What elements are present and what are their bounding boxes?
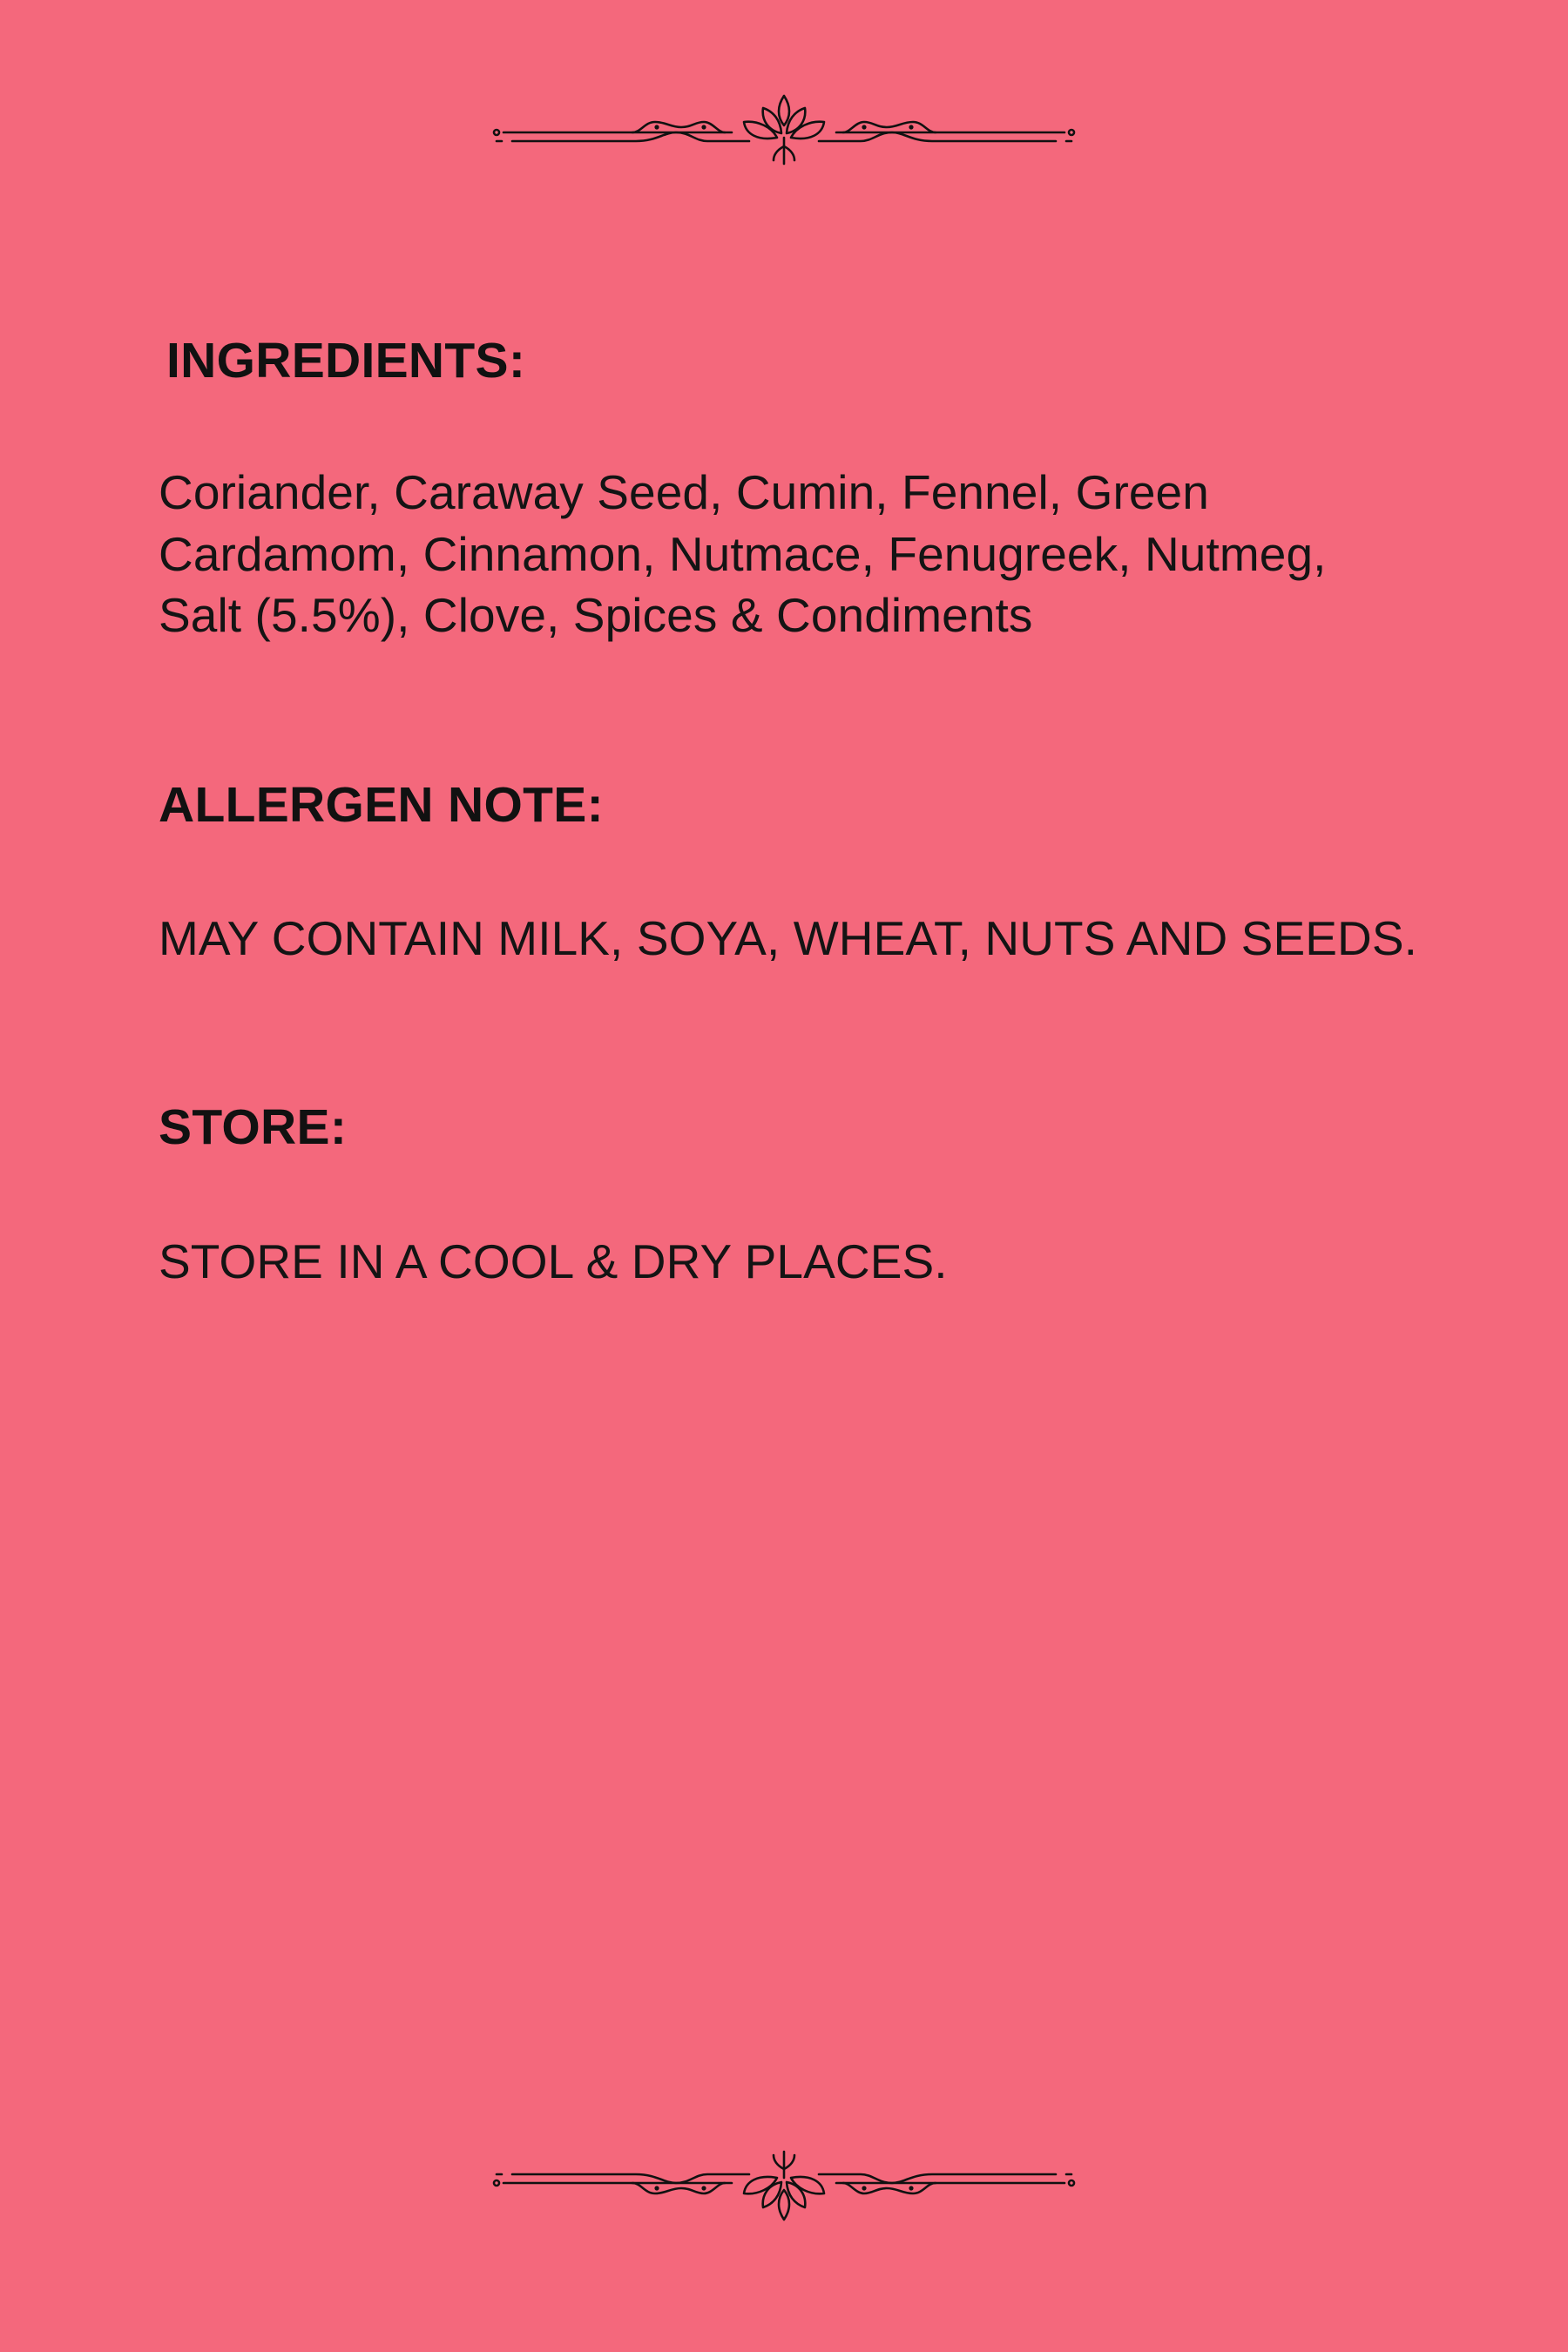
store-body: STORE IN A COOL & DRY PLACES. <box>159 1233 948 1288</box>
allergen-note-body: MAY CONTAIN MILK, SOYA, WHEAT, NUTS AND SEEDS. <box>159 910 1418 965</box>
lotus-divider-ornament-bottom <box>0 2136 1568 2232</box>
store-heading: STORE: <box>159 1099 348 1156</box>
allergen-note-heading: ALLERGEN NOTE: <box>159 776 604 833</box>
lotus-divider-ornament-top <box>0 84 1568 179</box>
ingredients-body: Coriander, Caraway Seed, Cumin, Fennel, Green Cardamom, Cinnamon, Nutmace, Fenugreek, Nutmeg, Salt (5.5%), Clove, Spices & Condiments <box>159 465 1327 643</box>
label-content <box>159 331 1430 1292</box>
ingredients-heading: INGREDIENTS: <box>166 333 526 389</box>
